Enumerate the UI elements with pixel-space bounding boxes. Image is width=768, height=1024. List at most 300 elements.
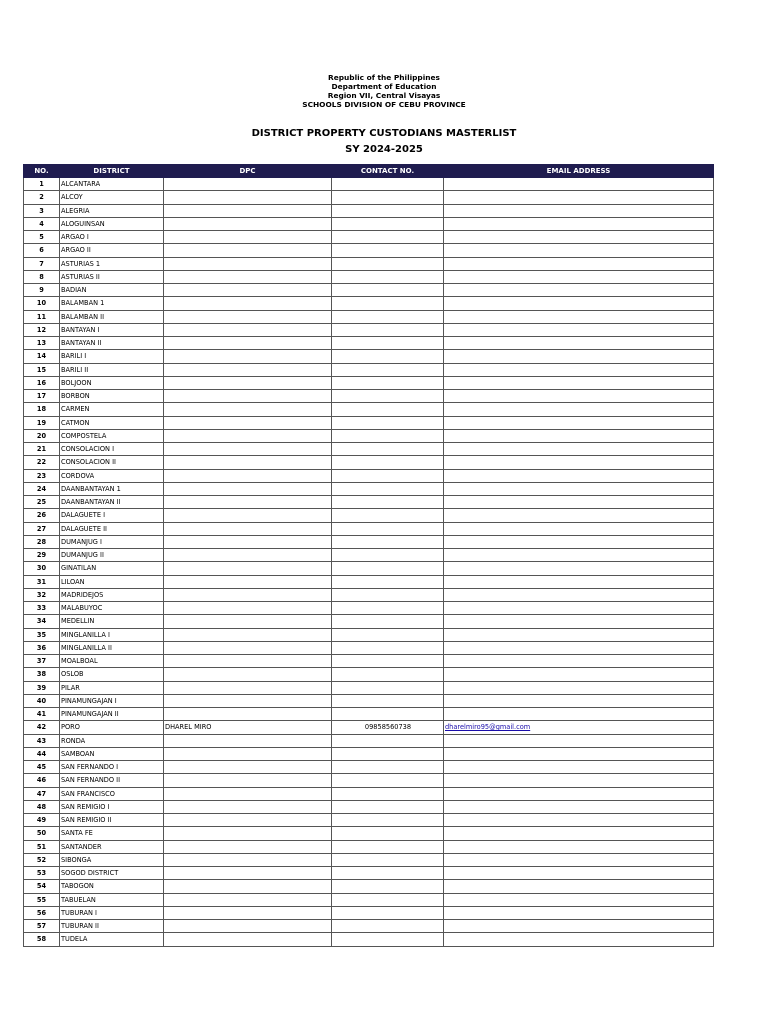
cell-contact — [332, 323, 444, 336]
cell-dpc — [164, 178, 332, 191]
cell-district: BALAMBAN 1 — [60, 297, 164, 310]
cell-district: MADRIDEJOS — [60, 588, 164, 601]
cell-no: 29 — [24, 549, 60, 562]
cell-no: 46 — [24, 774, 60, 787]
cell-district: SANTANDER — [60, 840, 164, 853]
cell-dpc — [164, 496, 332, 509]
cell-contact — [332, 284, 444, 297]
cell-email — [444, 747, 714, 760]
table-row — [24, 641, 714, 654]
cell-dpc — [164, 615, 332, 628]
cell-dpc — [164, 509, 332, 522]
cell-dpc: DHAREL MIRO — [164, 721, 332, 734]
document-title: DISTRICT PROPERTY CUSTODIANS MASTERLIST — [251, 128, 517, 139]
cell-no: 47 — [24, 787, 60, 800]
cell-email — [444, 655, 714, 668]
table-row — [24, 668, 714, 681]
cell-email — [444, 244, 714, 257]
column-header-district: DISTRICT — [60, 165, 164, 178]
cell-email — [444, 284, 714, 297]
cell-no: 37 — [24, 655, 60, 668]
table-row — [24, 323, 714, 336]
cell-contact — [332, 535, 444, 548]
table-row — [24, 615, 714, 628]
table-row — [24, 416, 714, 429]
cell-no: 6 — [24, 244, 60, 257]
cell-dpc — [164, 549, 332, 562]
cell-no: 52 — [24, 853, 60, 866]
cell-district: ARGAO II — [60, 244, 164, 257]
cell-email — [444, 920, 714, 933]
cell-contact — [332, 920, 444, 933]
cell-district: GINATILAN — [60, 562, 164, 575]
cell-email — [444, 853, 714, 866]
cell-district: CATMON — [60, 416, 164, 429]
cell-district: BARILI II — [60, 363, 164, 376]
cell-email — [444, 694, 714, 707]
cell-no: 43 — [24, 734, 60, 747]
cell-dpc — [164, 628, 332, 641]
cell-district: TUBURAN I — [60, 906, 164, 919]
table-row — [24, 244, 714, 257]
cell-email — [444, 602, 714, 615]
cell-contact — [332, 337, 444, 350]
table-row — [24, 284, 714, 297]
cell-district: DALAGUETE II — [60, 522, 164, 535]
cell-district: MALABUYOC — [60, 602, 164, 615]
cell-contact — [332, 390, 444, 403]
table-row — [24, 761, 714, 774]
cell-email — [444, 615, 714, 628]
cell-district: MOALBOAL — [60, 655, 164, 668]
cell-contact — [332, 575, 444, 588]
cell-email — [444, 191, 714, 204]
cell-district: DAANBANTAYAN II — [60, 496, 164, 509]
letterhead-line-region: Region VII, Central Visayas — [327, 91, 441, 100]
cell-district: SANTA FE — [60, 827, 164, 840]
table-row — [24, 496, 714, 509]
table-row — [24, 257, 714, 270]
cell-contact — [332, 906, 444, 919]
cell-email — [444, 337, 714, 350]
table-row — [24, 787, 714, 800]
cell-contact — [332, 761, 444, 774]
cell-email — [444, 257, 714, 270]
cell-dpc — [164, 562, 332, 575]
masterlist-table — [23, 164, 714, 947]
cell-dpc — [164, 761, 332, 774]
cell-no: 48 — [24, 800, 60, 813]
cell-contact — [332, 800, 444, 813]
cell-email — [444, 734, 714, 747]
cell-district: DAANBANTAYAN 1 — [60, 482, 164, 495]
cell-district: MEDELLIN — [60, 615, 164, 628]
cell-contact — [332, 853, 444, 866]
table-row — [24, 204, 714, 217]
table-row — [24, 920, 714, 933]
table-row — [24, 350, 714, 363]
cell-email[interactable]: dharelmiro95@gmail.com — [444, 721, 714, 734]
cell-dpc — [164, 814, 332, 827]
cell-contact — [332, 376, 444, 389]
table-row — [24, 694, 714, 707]
cell-email — [444, 350, 714, 363]
cell-email — [444, 893, 714, 906]
cell-dpc — [164, 747, 332, 760]
cell-district: DUMANJUG II — [60, 549, 164, 562]
cell-email — [444, 204, 714, 217]
column-header-no: NO. — [24, 165, 60, 178]
cell-dpc — [164, 403, 332, 416]
cell-district: BARILI I — [60, 350, 164, 363]
cell-no: 55 — [24, 893, 60, 906]
cell-no: 13 — [24, 337, 60, 350]
column-header-dpc: DPC — [164, 165, 332, 178]
cell-contact — [332, 588, 444, 601]
table-row — [24, 840, 714, 853]
table-row — [24, 880, 714, 893]
cell-email — [444, 628, 714, 641]
cell-district: ALEGRIA — [60, 204, 164, 217]
cell-contact — [332, 270, 444, 283]
cell-no: 54 — [24, 880, 60, 893]
cell-district: BADIAN — [60, 284, 164, 297]
cell-dpc — [164, 284, 332, 297]
cell-no: 17 — [24, 390, 60, 403]
cell-no: 1 — [24, 178, 60, 191]
cell-contact — [332, 562, 444, 575]
cell-dpc — [164, 482, 332, 495]
cell-dpc — [164, 522, 332, 535]
letterhead-line-department: Department of Education — [331, 82, 437, 91]
cell-contact — [332, 787, 444, 800]
cell-district: SAN REMIGIO I — [60, 800, 164, 813]
cell-contact — [332, 443, 444, 456]
cell-contact — [332, 840, 444, 853]
cell-contact — [332, 310, 444, 323]
cell-district: ARGAO I — [60, 231, 164, 244]
cell-dpc — [164, 694, 332, 707]
cell-email — [444, 323, 714, 336]
cell-no: 22 — [24, 456, 60, 469]
cell-email — [444, 906, 714, 919]
cell-email — [444, 509, 714, 522]
cell-no: 58 — [24, 933, 60, 946]
cell-contact — [332, 217, 444, 230]
cell-district: SAN FERNANDO I — [60, 761, 164, 774]
cell-contact — [332, 191, 444, 204]
cell-contact — [332, 628, 444, 641]
cell-no: 31 — [24, 575, 60, 588]
cell-email — [444, 668, 714, 681]
cell-contact — [332, 403, 444, 416]
cell-dpc — [164, 774, 332, 787]
cell-email — [444, 562, 714, 575]
cell-no: 24 — [24, 482, 60, 495]
cell-dpc — [164, 469, 332, 482]
cell-no: 10 — [24, 297, 60, 310]
cell-dpc — [164, 588, 332, 601]
table-row — [24, 178, 714, 191]
table-row — [24, 522, 714, 535]
table-row — [24, 681, 714, 694]
cell-dpc — [164, 270, 332, 283]
cell-contact — [332, 641, 444, 654]
cell-dpc — [164, 827, 332, 840]
cell-contact: 09858560738 — [332, 721, 444, 734]
column-header-email: EMAIL ADDRESS — [444, 165, 714, 178]
table-row — [24, 297, 714, 310]
table-row — [24, 893, 714, 906]
cell-district: COMPOSTELA — [60, 429, 164, 442]
cell-no: 28 — [24, 535, 60, 548]
cell-contact — [332, 496, 444, 509]
cell-district: SAN REMIGIO II — [60, 814, 164, 827]
cell-district: TABOGON — [60, 880, 164, 893]
cell-district: LILOAN — [60, 575, 164, 588]
cell-dpc — [164, 297, 332, 310]
cell-contact — [332, 244, 444, 257]
cell-district: PILAR — [60, 681, 164, 694]
table-header-row — [24, 165, 714, 178]
cell-district: DUMANJUG I — [60, 535, 164, 548]
cell-dpc — [164, 376, 332, 389]
cell-email — [444, 443, 714, 456]
table-row — [24, 390, 714, 403]
cell-dpc — [164, 350, 332, 363]
cell-email — [444, 363, 714, 376]
cell-dpc — [164, 906, 332, 919]
cell-email — [444, 429, 714, 442]
cell-no: 34 — [24, 615, 60, 628]
cell-contact — [332, 681, 444, 694]
table-row — [24, 217, 714, 230]
cell-no: 2 — [24, 191, 60, 204]
cell-no: 4 — [24, 217, 60, 230]
cell-contact — [332, 694, 444, 707]
table-row — [24, 774, 714, 787]
cell-email — [444, 774, 714, 787]
cell-dpc — [164, 920, 332, 933]
cell-no: 41 — [24, 708, 60, 721]
cell-email — [444, 310, 714, 323]
cell-contact — [332, 668, 444, 681]
cell-no: 35 — [24, 628, 60, 641]
cell-no: 21 — [24, 443, 60, 456]
cell-email — [444, 297, 714, 310]
cell-email — [444, 761, 714, 774]
cell-dpc — [164, 257, 332, 270]
cell-no: 11 — [24, 310, 60, 323]
cell-district: CARMEN — [60, 403, 164, 416]
cell-district: TABUELAN — [60, 893, 164, 906]
table-row — [24, 562, 714, 575]
cell-district: TUBURAN II — [60, 920, 164, 933]
cell-email — [444, 681, 714, 694]
cell-contact — [332, 522, 444, 535]
cell-email — [444, 575, 714, 588]
cell-email — [444, 416, 714, 429]
cell-email — [444, 880, 714, 893]
cell-no: 27 — [24, 522, 60, 535]
cell-dpc — [164, 535, 332, 548]
document-subtitle: SY 2024-2025 — [345, 144, 423, 155]
cell-contact — [332, 231, 444, 244]
cell-no: 18 — [24, 403, 60, 416]
table-row — [24, 482, 714, 495]
cell-dpc — [164, 191, 332, 204]
column-header-contact: CONTACT NO. — [332, 165, 444, 178]
cell-contact — [332, 482, 444, 495]
cell-district: SAN FERNANDO II — [60, 774, 164, 787]
cell-dpc — [164, 244, 332, 257]
cell-district: ALOGUINSAN — [60, 217, 164, 230]
cell-contact — [332, 456, 444, 469]
cell-contact — [332, 363, 444, 376]
table-row — [24, 747, 714, 760]
cell-no: 40 — [24, 694, 60, 707]
cell-email — [444, 827, 714, 840]
cell-district: SAN FRANCISCO — [60, 787, 164, 800]
table-row — [24, 403, 714, 416]
table-row — [24, 933, 714, 946]
cell-email — [444, 800, 714, 813]
cell-dpc — [164, 429, 332, 442]
table-row — [24, 628, 714, 641]
cell-email — [444, 708, 714, 721]
cell-dpc — [164, 363, 332, 376]
table-row — [24, 906, 714, 919]
cell-email — [444, 535, 714, 548]
cell-contact — [332, 602, 444, 615]
cell-dpc — [164, 641, 332, 654]
cell-no: 57 — [24, 920, 60, 933]
cell-no: 12 — [24, 323, 60, 336]
letterhead-line-republic: Republic of the Philippines — [328, 73, 440, 82]
cell-district: BANTAYAN I — [60, 323, 164, 336]
cell-contact — [332, 774, 444, 787]
cell-email — [444, 787, 714, 800]
cell-email — [444, 641, 714, 654]
cell-no: 51 — [24, 840, 60, 853]
cell-email — [444, 456, 714, 469]
cell-dpc — [164, 655, 332, 668]
cell-contact — [332, 655, 444, 668]
cell-contact — [332, 178, 444, 191]
cell-contact — [332, 549, 444, 562]
table-row — [24, 853, 714, 866]
cell-district: BOLJOON — [60, 376, 164, 389]
cell-district: PORO — [60, 721, 164, 734]
cell-district: ASTURIAS II — [60, 270, 164, 283]
cell-dpc — [164, 668, 332, 681]
cell-no: 38 — [24, 668, 60, 681]
cell-email — [444, 469, 714, 482]
cell-district: ALCOY — [60, 191, 164, 204]
cell-district: MINGLANILLA II — [60, 641, 164, 654]
table-row — [24, 310, 714, 323]
cell-district: BANTAYAN II — [60, 337, 164, 350]
table-row — [24, 191, 714, 204]
table-row — [24, 827, 714, 840]
cell-district: RONDA — [60, 734, 164, 747]
cell-contact — [332, 827, 444, 840]
table-row — [24, 708, 714, 721]
cell-no: 20 — [24, 429, 60, 442]
table-body — [24, 178, 714, 947]
cell-contact — [332, 893, 444, 906]
cell-contact — [332, 350, 444, 363]
table-row — [24, 814, 714, 827]
table-row — [24, 376, 714, 389]
cell-no: 33 — [24, 602, 60, 615]
cell-email — [444, 814, 714, 827]
cell-dpc — [164, 323, 332, 336]
cell-no: 56 — [24, 906, 60, 919]
cell-dpc — [164, 390, 332, 403]
table-row — [24, 535, 714, 548]
cell-dpc — [164, 800, 332, 813]
cell-no: 44 — [24, 747, 60, 760]
table-row — [24, 602, 714, 615]
cell-no: 15 — [24, 363, 60, 376]
cell-no: 30 — [24, 562, 60, 575]
cell-dpc — [164, 893, 332, 906]
cell-district: BORBON — [60, 390, 164, 403]
cell-district: SOGOD DISTRICT — [60, 867, 164, 880]
table-row — [24, 721, 714, 734]
cell-dpc — [164, 867, 332, 880]
cell-district: DALAGUETE I — [60, 509, 164, 522]
cell-email — [444, 549, 714, 562]
cell-dpc — [164, 602, 332, 615]
cell-contact — [332, 469, 444, 482]
cell-dpc — [164, 787, 332, 800]
cell-dpc — [164, 443, 332, 456]
cell-email — [444, 482, 714, 495]
table-row — [24, 867, 714, 880]
cell-email — [444, 522, 714, 535]
cell-district: CORDOVA — [60, 469, 164, 482]
cell-email — [444, 933, 714, 946]
cell-dpc — [164, 231, 332, 244]
cell-no: 23 — [24, 469, 60, 482]
table-row — [24, 443, 714, 456]
cell-email — [444, 588, 714, 601]
cell-contact — [332, 867, 444, 880]
cell-dpc — [164, 204, 332, 217]
cell-dpc — [164, 337, 332, 350]
cell-no: 26 — [24, 509, 60, 522]
table-row — [24, 588, 714, 601]
cell-district: PINAMUNGAJAN II — [60, 708, 164, 721]
cell-dpc — [164, 933, 332, 946]
cell-no: 14 — [24, 350, 60, 363]
cell-district: PINAMUNGAJAN I — [60, 694, 164, 707]
cell-no: 50 — [24, 827, 60, 840]
cell-dpc — [164, 853, 332, 866]
cell-dpc — [164, 456, 332, 469]
table-row — [24, 549, 714, 562]
cell-contact — [332, 429, 444, 442]
table-row — [24, 231, 714, 244]
table-row — [24, 800, 714, 813]
cell-no: 8 — [24, 270, 60, 283]
cell-contact — [332, 880, 444, 893]
cell-no: 53 — [24, 867, 60, 880]
cell-email — [444, 217, 714, 230]
cell-no: 5 — [24, 231, 60, 244]
